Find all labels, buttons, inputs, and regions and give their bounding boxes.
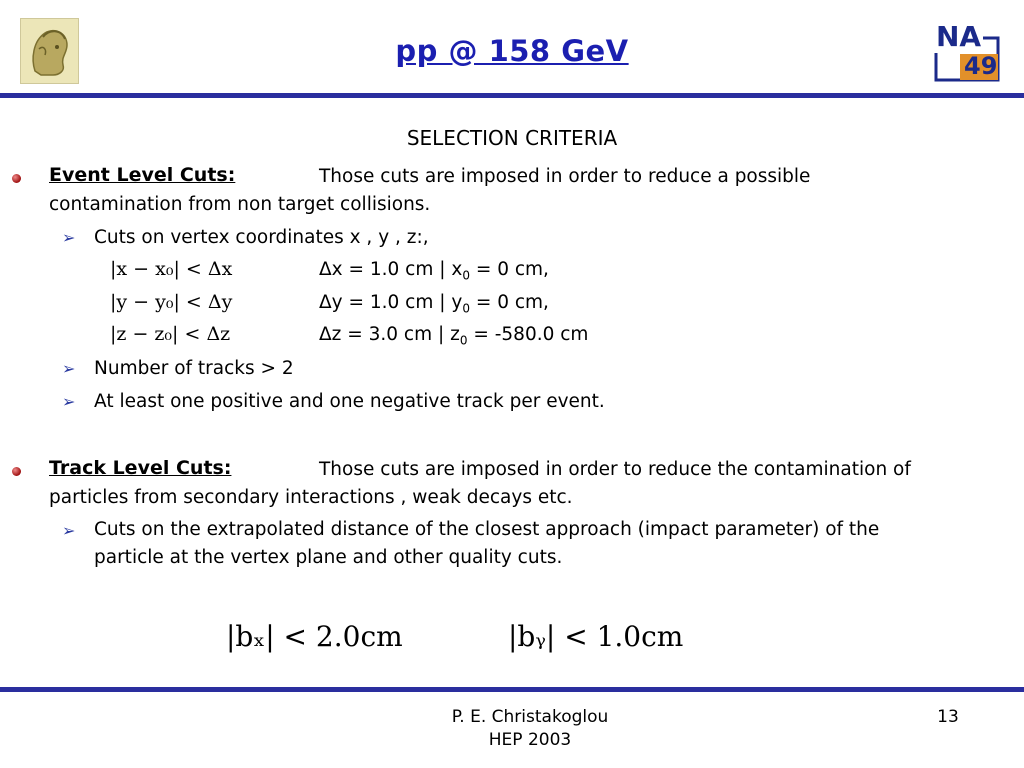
track-cuts-desc: Those cuts are imposed in order to reduce the contamination of — [319, 459, 911, 480]
cut-y-formula: |y − y₀| < Δy — [110, 291, 233, 313]
event-cuts-label: Event Level Cuts: — [49, 164, 236, 186]
impact-param-text-2: particle at the vertex plane and other quality cuts. — [94, 547, 563, 568]
header-rule — [0, 93, 1024, 98]
track-cuts-desc2: particles from secondary interactions , weak decays etc. — [49, 487, 573, 508]
footer-event: HEP 2003 — [488, 730, 572, 750]
tracks-count-text: Number of tracks > 2 — [94, 358, 294, 379]
arrow-icon: ➢ — [62, 359, 76, 378]
cut-z-value: Δz = 3.0 cm | $z_0 = -580.0$ cm — [319, 324, 589, 348]
logo-na-text: NA — [936, 20, 982, 53]
bx-cut-formula: |bₓ| < 2.0cm — [226, 620, 403, 653]
vertex-cuts-text: Cuts on vertex coordinates x , y , z:, — [94, 227, 429, 248]
footer-credits — [400, 706, 660, 752]
footer-author: P. E. Christakoglou — [451, 707, 609, 727]
track-cuts-label: Track Level Cuts: — [49, 457, 232, 479]
cut-x-formula: |x − x₀| < Δx — [110, 258, 233, 280]
event-cuts-desc: Those cuts are imposed in order to reduce a possible — [319, 166, 811, 187]
arrow-icon: ➢ — [62, 521, 76, 540]
cut-x-value: Δx = 1.0 cm | $x_0 = 0$ cm, — [319, 259, 549, 283]
arrow-icon: ➢ — [62, 228, 76, 247]
cut-y-value: Δy = 1.0 cm | $y_0 = 0$ cm, — [319, 292, 549, 316]
event-cuts-desc2: contamination from non target collisions. — [49, 194, 431, 215]
bullet-icon — [12, 467, 21, 476]
na49-logo — [932, 20, 1002, 84]
footer-rule — [0, 687, 1024, 692]
arrow-icon: ➢ — [62, 392, 76, 411]
by-cut-formula: |bᵧ| < 1.0cm — [508, 620, 684, 653]
slide-title: pp @ 158 GeV — [395, 34, 629, 68]
section-heading: SELECTION CRITERIA — [406, 126, 618, 150]
cut-z-formula: |z − z₀| < Δz — [110, 323, 231, 345]
page-number: 13 — [937, 707, 959, 727]
charge-tracks-text: At least one positive and one negative track per event. — [94, 391, 605, 412]
impact-param-text-1: Cuts on the extrapolated distance of the closest approach (impact parameter) of the — [94, 519, 880, 540]
logo-49-text: 49 — [964, 52, 998, 80]
bullet-icon — [12, 174, 21, 183]
